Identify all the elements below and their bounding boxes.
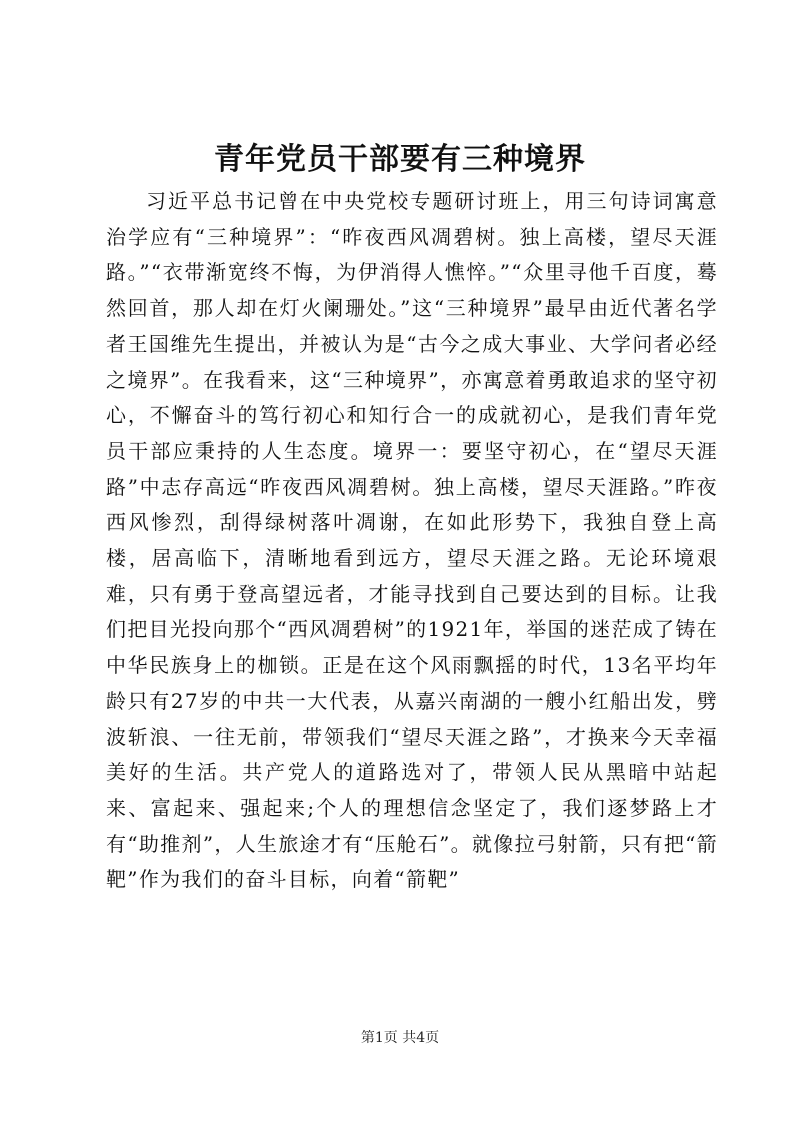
- document-title: 青年党员干部要有三种境界: [214, 142, 586, 177]
- body-paragraph: 习近平总书记曾在中央党校专题研讨班上，用三句诗词寓意治学应有“三种境界”：“昨夜西风凋碧树。独上高楼，望尽天涯路。”“衣带渐宽终不悔，为伊消得人憔悴。”“众里寻他千百度，蓦然回首，那人却在灯火阑珊处。”这“三种境界”最早由近代著名学者王国维先生提出，并被认为是“古今之成大事业、大学问者必经之境界”。在我看来，这“三种境界”，亦寓意着勇敢追求的坚守初心，不懈奋斗的笃行初心和知行合一的成就初心，是我们青年党员干部应秉持的人生态度。境界一：要坚守初心，在“望尽天涯路”中志存高远“昨夜西风凋碧树。独上高楼，望尽天涯路。”昨夜西风惨烈，刮得绿树落叶凋谢，在如此形势下，我独自登上高楼，居高临下，清晰地看到远方，望尽天涯之路。无论环境艰难，只有勇于登高望远者，才能寻找到自己要达到的目标。让我们把目光投向那个“西风凋碧树”的1921年，举国的迷茫成了铸在中华民族身上的枷锁。正是在这个风雨飘摇的时代，13名平均年龄只有27岁的中共一大代表，从嘉兴南湖的一艘小红船出发，劈波斩浪、一往无前，带领我们“望尽天涯之路”，才换来今天幸福美好的生活。共产党人的道路选对了，带领人民从黑暗中站起来、富起来、强起来;个人的理想信念坚定了，我们逐梦路上才有“助推剂”，人生旅途才有“压舱石”。就像拉弓射箭，只有把“箭靶”作为我们的奋斗目标，向着“箭靶”: [106, 189, 718, 892]
- page-footer: 第1页 共4页: [360, 1030, 440, 1046]
